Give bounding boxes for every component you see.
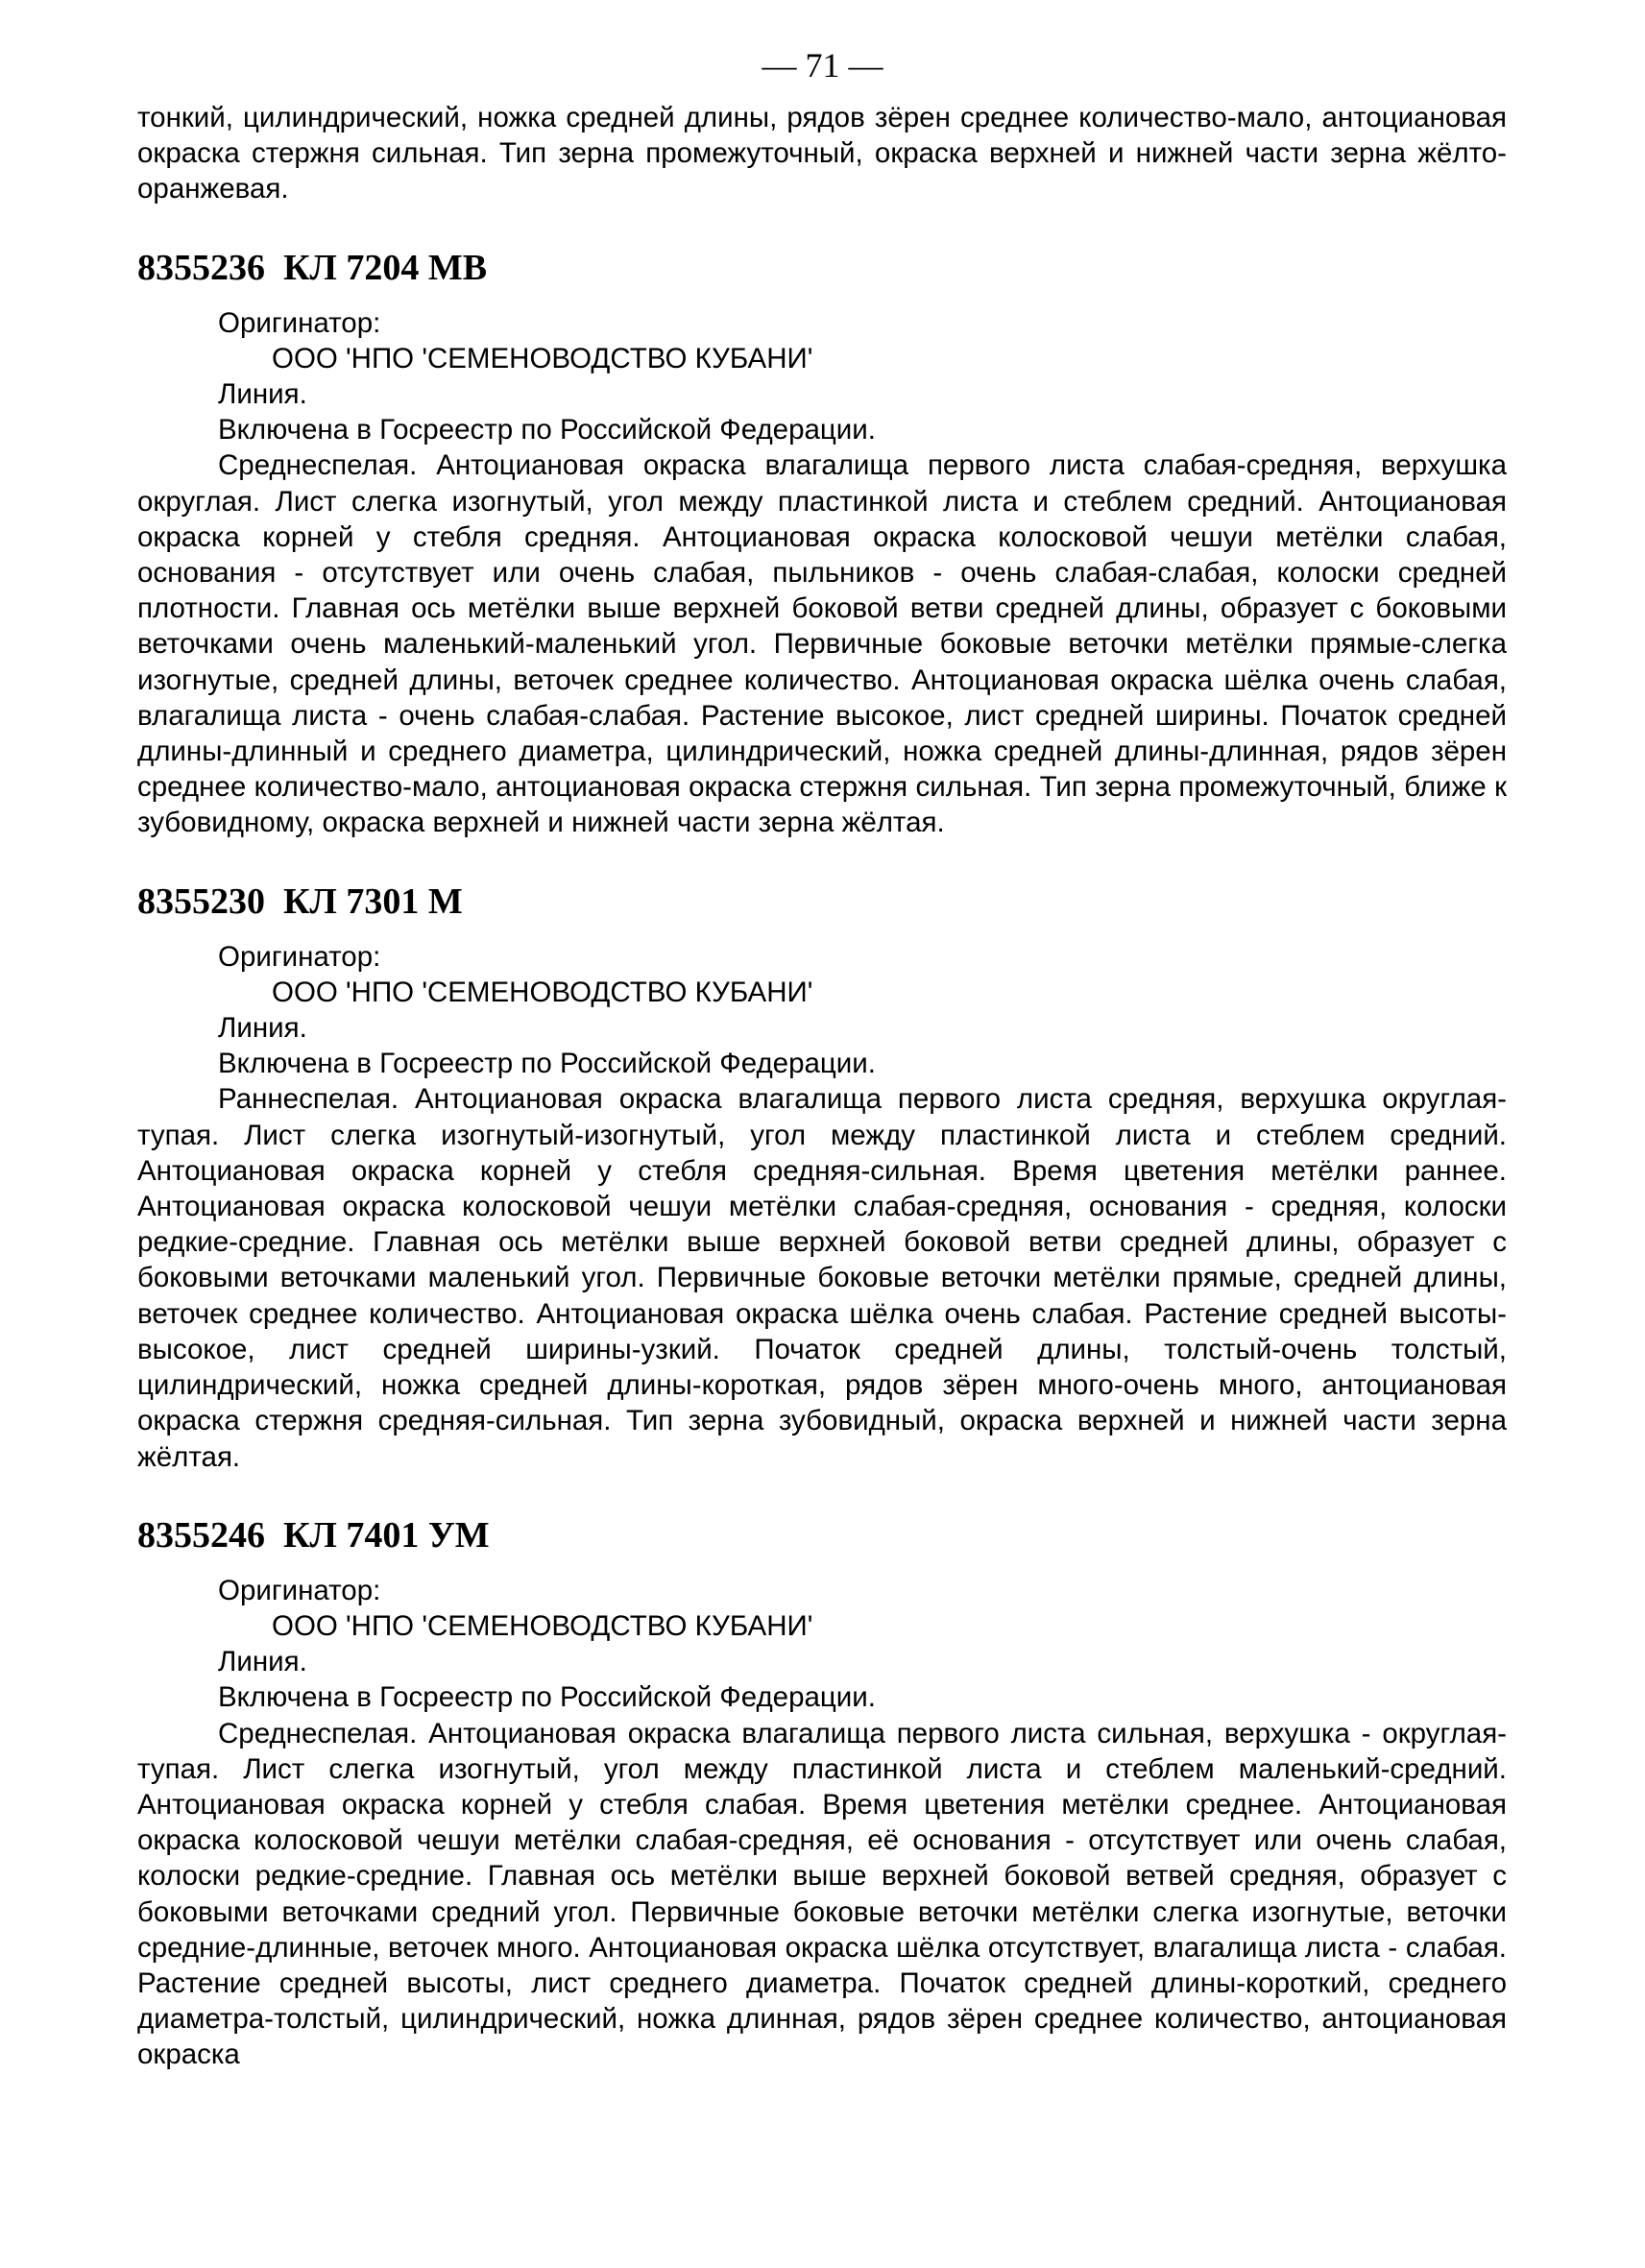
registry-status: Включена в Госреестр по Российской Федерации. <box>218 1681 876 1714</box>
entry-description: Раннеспелая. Антоциановая окраска влагалища первого листа средняя, верхушка округлая-тупая. Лист слегка изогнутый-изогнутый, угол между пластинкой листа и стеблем средний. Антоциановая окраска корней у стебля средняя-сильная. Время цветения метёлки раннее. Антоциановая окраска колосковой чешуи метёлки слабая-средняя, основания - средняя, колоски редкие-средние. Главная ось метёлки выше верхней боковой ветви средней длины, образует с боковыми веточками маленький угол. Первичные боковые веточки метёлки прямые, средней длины, веточек среднее количество. Антоциановая окраска шёлка очень слабая. Растение средней высоты-высокое, лист средней ширины-узкий. Початок средней длины, толстый-очень толстый, цилиндрический, ножка средней длины-короткая, рядов зёрен много-очень много, антоциановая окраска стержня средняя-сильная. Тип зерна зубовидный, окраска верхней и нижней части зерна жёлтая. <box>137 1083 1507 1473</box>
originator-name: ООО 'НПО 'СЕМЕНОВОДСТВО КУБАНИ' <box>272 976 813 1008</box>
entry-type: Линия. <box>218 1012 307 1045</box>
originator-label: Оригинатор: <box>218 940 381 973</box>
entry-heading: 8355230 КЛ 7301 М <box>137 881 463 922</box>
registry-status: Включена в Госреестр по Российской Федерации. <box>218 1048 876 1080</box>
originator-name: ООО 'НПО 'СЕМЕНОВОДСТВО КУБАНИ' <box>272 1609 813 1642</box>
originator-label: Оригинатор: <box>218 1574 381 1606</box>
entry-type: Линия. <box>218 378 307 411</box>
entry-heading: 8355246 КЛ 7401 УМ <box>137 1514 490 1556</box>
entry-heading: 8355236 КЛ 7204 МВ <box>137 247 488 288</box>
entry <box>137 1514 1507 2073</box>
originator-name: ООО 'НПО 'СЕМЕНОВОДСТВО КУБАНИ' <box>272 342 813 374</box>
entry <box>137 247 1507 841</box>
entry <box>137 881 1507 1475</box>
entry-description: Среднеспелая. Антоциановая окраска влагалища первого листа слабая-средняя, верхушка округлая. Лист слегка изогнутый, угол между пластинкой листа и стеблем средний. Антоциановая окраска корней у стебля средняя. Антоциановая окраска колосковой чешуи метёлки слабая, основания - отсутствует или очень слабая, пыльников - очень слабая-слабая, колоски средней плотности. Главная ось метёлки выше верхней боковой ветви средней длины, образует с боковыми веточками очень маленький-маленький угол. Первичные боковые веточки метёлки прямые-слегка изогнутые, средней длины, веточек среднее количество. Антоциановая окраска шёлка очень слабая, влагалища листа - очень слабая-слабая. Растение высокое, лист средней ширины. Початок средней длины-длинный и среднего диаметра, цилиндрический, ножка средней длины-длинная, рядов зёрен среднее количество-мало, антоциановая окраска стержня сильная. Тип зерна промежуточный, ближе к зубовидному, окраска верхней и нижней части зерна жёлтая. <box>137 449 1507 839</box>
originator-label: Оригинатор: <box>218 306 381 339</box>
entry-type: Линия. <box>218 1646 307 1678</box>
intro-paragraph: тонкий, цилиндрический, ножка средней длины, рядов зёрен среднее количество-мало, антоциановая окраска стержня сильная. Тип зерна промежуточный, окраска верхней и нижней части зерна жёлто-оранжевая. <box>137 102 1507 205</box>
page-content <box>137 100 1507 2073</box>
entry-description: Среднеспелая. Антоциановая окраска влагалища первого листа сильная, верхушка - округлая-тупая. Лист слегка изогнутый, угол между пластинкой листа и стеблем маленький-средний. Антоциановая окраска корней у стебля слабая. Время цветения метёлки среднее. Антоциановая окраска колосковой чешуи метёлки слабая-средняя, её основания - отсутствует или очень слабая, колоски редкие-средние. Главная ось метёлки выше верхней боковой ветвей средняя, образует с боковыми веточками средний угол. Первичные боковые веточки метёлки слегка изогнутые, веточки средние-длинные, веточек много. Антоциановая окраска шёлка отсутствует, влагалища листа - слабая. Растение средней высоты, лист среднего диаметра. Початок средней длины-короткий, среднего диаметра-толстый, цилиндрический, ножка длинная, рядов зёрен среднее количество, антоциановая окраска <box>137 1717 1507 2071</box>
page-number: — 71 — <box>762 46 883 84</box>
registry-status: Включена в Госреестр по Российской Федерации. <box>218 414 876 446</box>
